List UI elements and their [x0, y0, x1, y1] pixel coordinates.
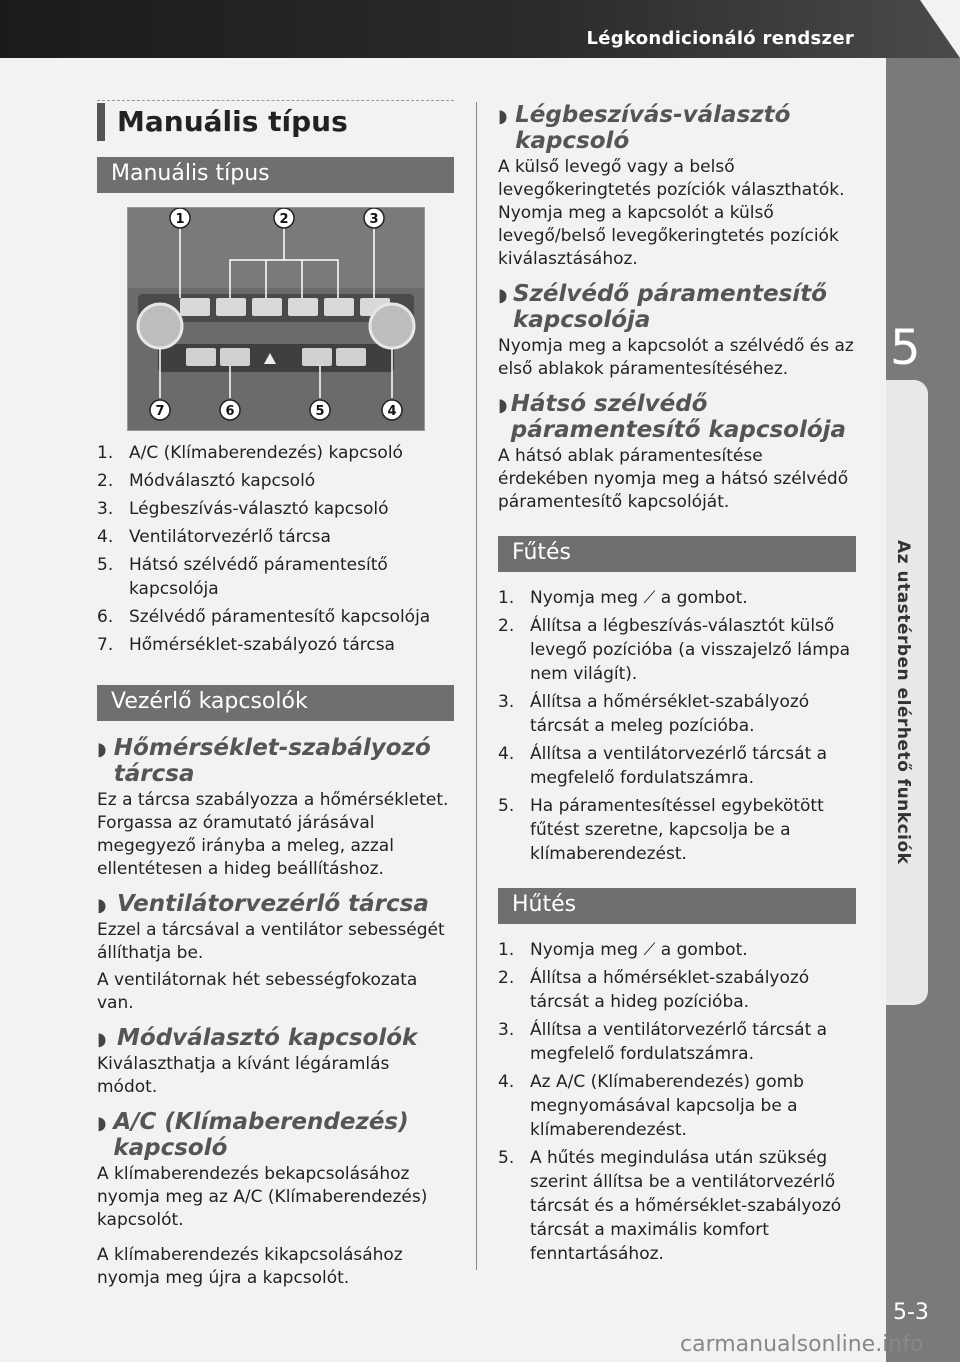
- triangle-icon: ◗: [498, 395, 508, 416]
- title-bar-mark: [97, 103, 105, 141]
- control-panel-illustration: [128, 208, 424, 430]
- list-item: 5. Ha páramentesítéssel egybekötött fűtést szeretne, kapcsolja be a klímaberendezést.: [498, 796, 824, 864]
- main-title: [97, 100, 454, 145]
- list-item: 2. Módválasztó kapcsoló: [97, 471, 316, 491]
- paragraph: A hátsó ablak páramentesítése érdekében nyomja meg a hátsó szélvédő páramentesítő kapcsolóját.: [498, 446, 849, 512]
- chapter-label: Az utastérben elérhető funkciók: [893, 540, 913, 865]
- page-number: 5-3: [893, 1300, 929, 1325]
- control-panel-figure: [127, 207, 425, 431]
- triangle-icon: ◗: [97, 1113, 107, 1134]
- list-item: 1. Nyomja meg ⟋ a gombot.: [498, 588, 748, 608]
- subheading: ◗ Ventilátorvezérlő tárcsa: [97, 891, 429, 917]
- list-item: 7. Hőmérséklet-szabályozó tárcsa: [97, 635, 395, 655]
- triangle-icon: ◗: [97, 1029, 107, 1050]
- list-item: 1. A/C (Klímaberendezés) kapcsoló: [97, 443, 403, 463]
- column-divider: [476, 102, 477, 1270]
- list-item: 3. Állítsa a hőmérséklet-szabályozó tárcsát a meleg pozícióba.: [498, 692, 810, 736]
- triangle-icon: ◗: [498, 106, 508, 127]
- paragraph: Kiválaszthatja a kívánt légáramlás módot.: [97, 1054, 390, 1097]
- list-item: 4. Ventilátorvezérlő tárcsa: [97, 527, 331, 547]
- paragraph: A külső levegő vagy a belső levegőkeringtetés pozíciók választhatók. Nyomja meg a kapcsolót a külső levegő/belső levegőkeringtetés pozíciók kiválasztásához.: [498, 157, 845, 269]
- right-column: [498, 100, 856, 1270]
- list-item: 2. Állítsa a hőmérséklet-szabályozó tárcsát a hideg pozícióba.: [498, 968, 810, 1012]
- callout-3: 3: [369, 212, 379, 227]
- subheading: ◗ Légbeszívás-választó kapcsoló: [498, 102, 791, 154]
- subheading: ◗ Hőmérséklet-szabályozó tárcsa: [97, 735, 431, 787]
- list-item: 3. Állítsa a ventilátorvezérlő tárcsát a megfelelő fordulatszámra.: [498, 1020, 828, 1064]
- section-header-heating: Fűtés: [498, 536, 856, 572]
- list-item: 3. Légbeszívás-választó kapcsoló: [97, 499, 389, 519]
- paragraph: Ez a tárcsa szabályozza a hőmérsékletet. Forgassa az óramutató járásával megegyező irányba a meleg, azzal ellentétesen a hideg beállításhoz.: [97, 790, 449, 879]
- callout-2: 2: [279, 212, 289, 227]
- paragraph: Ezzel a tárcsával a ventilátor sebességét állíthatja be.: [97, 920, 445, 963]
- paragraph: A klímaberendezés kikapcsolásához nyomja meg újra a kapcsolót.: [97, 1245, 403, 1288]
- list-item: 4. Az A/C (Klímaberendezés) gomb megnyomásával kapcsolja be a klímaberendezést.: [498, 1072, 804, 1140]
- list-item: 5. A hűtés megindulása után szükség szerint állítsa be a ventilátorvezérlő tárcsát és a hőmérséklet-szabályozó tárcsát a maximális komfort fenntartásához.: [498, 1148, 842, 1264]
- callout-7: 7: [155, 404, 165, 419]
- section-header-cooling: Hűtés: [498, 888, 856, 924]
- heating-steps: [498, 586, 856, 866]
- paragraph: A klímaberendezés bekapcsolásához nyomja meg az A/C (Klímaberendezés) kapcsolót.: [97, 1164, 428, 1230]
- main-title-text: Manuális típus: [117, 105, 348, 138]
- subheading: ◗ A/C (Klímaberendezés) kapcsoló: [97, 1109, 409, 1161]
- header-title: Légkondicionáló rendszer: [586, 28, 854, 49]
- component-list: [97, 441, 454, 657]
- paragraph: Nyomja meg a kapcsolót a szélvédő és az első ablakok páramentesítéséhez.: [498, 336, 854, 379]
- list-item: 5. Hátsó szélvédő páramentesítő kapcsolója: [97, 555, 388, 599]
- header-corner: [920, 0, 960, 58]
- list-item: 4. Állítsa a ventilátorvezérlő tárcsát a megfelelő fordulatszámra.: [498, 744, 828, 788]
- section-header-controls: Vezérlő kapcsolók: [97, 685, 454, 721]
- triangle-icon: ◗: [97, 739, 107, 760]
- callout-6: 6: [225, 404, 235, 419]
- header-bar: [0, 0, 960, 58]
- watermark: carmanualsonline.info: [680, 1332, 924, 1357]
- chapter-number: 5: [890, 320, 921, 376]
- subheading: ◗ Hátsó szélvédő páramentesítő kapcsolója: [498, 391, 847, 443]
- list-item: 2. Állítsa a légbeszívás-választót külső levegő pozícióba (a visszajelző lámpa nem világít).: [498, 616, 851, 684]
- subheading: ◗ Módválasztó kapcsolók: [97, 1025, 418, 1051]
- callout-1: 1: [175, 212, 185, 227]
- paragraph: A ventilátornak hét sebességfokozata van.: [97, 970, 418, 1013]
- triangle-icon: ◗: [97, 895, 107, 916]
- triangle-icon: ◗: [498, 285, 508, 306]
- list-item: 6. Szélvédő páramentesítő kapcsolója: [97, 607, 431, 627]
- callout-5: 5: [315, 404, 325, 419]
- left-column: [97, 100, 454, 1294]
- cooling-steps: [498, 938, 856, 1266]
- list-item: 1. Nyomja meg ⟋ a gombot.: [498, 940, 748, 960]
- subheading: ◗ Szélvédő páramentesítő kapcsolója: [498, 281, 827, 333]
- section-header-manual: Manuális típus: [97, 157, 454, 193]
- callout-4: 4: [387, 404, 397, 419]
